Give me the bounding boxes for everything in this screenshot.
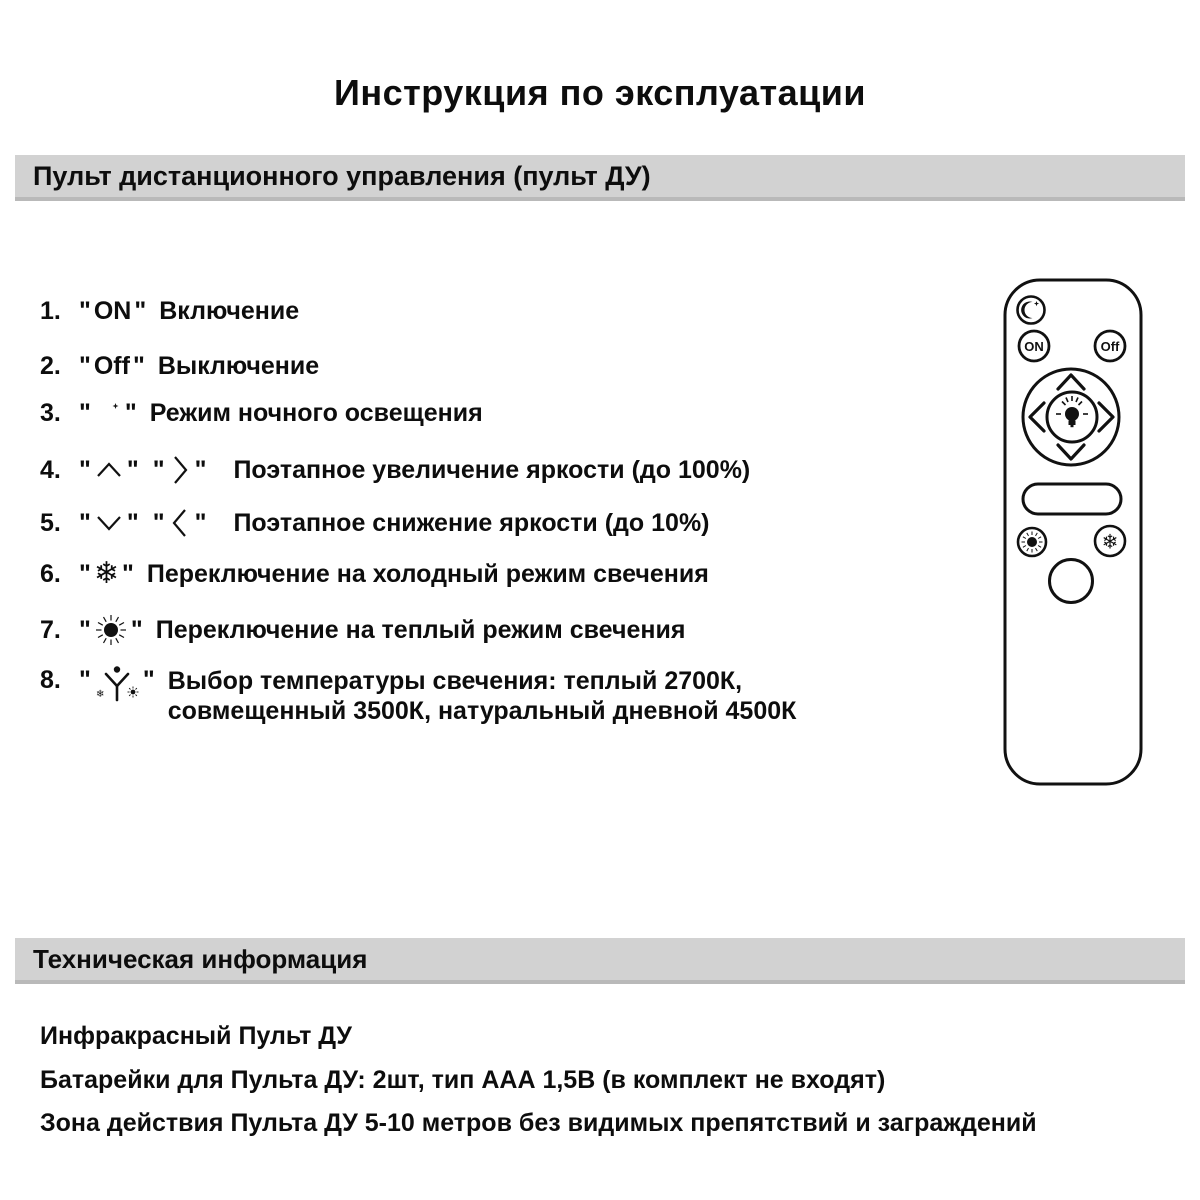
item-number: 1. (40, 297, 61, 325)
quote-mark: " (194, 508, 207, 537)
item-number: 5. (40, 508, 61, 537)
quote-mark: " (152, 508, 165, 537)
quote-mark: " (194, 455, 207, 484)
quote-mark: " (152, 455, 165, 484)
instruction-item-5 (40, 506, 710, 540)
instruction-item-6 (40, 556, 709, 591)
quote-mark: " (79, 508, 91, 537)
tech-info-line-1: Инфракрасный Пульт ДУ (40, 1022, 352, 1050)
svg-text:ON: ON (1024, 339, 1044, 354)
svg-text:Off: Off (1100, 339, 1120, 354)
page-title: Инструкция по эксплуатации (333, 72, 867, 113)
remote-pill-button (1023, 484, 1121, 514)
quote-mark: " (134, 297, 147, 325)
quote-mark: " (132, 352, 145, 380)
instruction-item-7 (40, 613, 685, 647)
quote-mark: " (126, 508, 139, 537)
quote-mark: " (142, 666, 155, 694)
item-number: 6. (40, 559, 61, 588)
remote-warm-mode-button (1018, 528, 1046, 556)
item-number: 2. (40, 352, 61, 380)
section-header-remote (15, 155, 1185, 201)
svg-text:❄: ❄ (95, 689, 105, 700)
quote-mark: " (79, 297, 91, 325)
chevron-left-icon (168, 506, 192, 540)
remote-round-button (1050, 560, 1093, 603)
item-description: Выключение (157, 352, 320, 380)
item-description (168, 666, 797, 726)
item-description: Поэтапное снижение яркости (до 10%) (233, 508, 710, 537)
item-number: 3. (40, 399, 61, 427)
item-description: Переключение на теплый режим свечения (155, 615, 686, 644)
instruction-item-2 (40, 352, 319, 381)
sun-icon (94, 613, 128, 647)
section-header-tech (15, 938, 1185, 984)
color-temperature-selector-icon (94, 662, 140, 708)
item-number: 4. (40, 455, 61, 484)
crescent-moon-icon (94, 400, 122, 428)
quote-mark: " (79, 399, 91, 427)
snowflake-icon: ❄ (93, 556, 119, 591)
chevron-down-icon (94, 511, 124, 535)
quote-mark: " (130, 615, 143, 644)
item-description-line1: Выбор температуры свечения: теплый 2700К, (167, 667, 743, 695)
tech-info-line-2: Батарейки для Пульта ДУ: 2шт, тип ААА 1,5В (в комплект не входят) (40, 1066, 886, 1094)
quote-mark: " (79, 352, 91, 380)
instruction-item-3 (40, 399, 483, 428)
item-description-line2: совмещенный 3500К, натуральный дневной 4500К (167, 697, 797, 725)
item-description: Включение (159, 297, 300, 325)
quote-mark: " (79, 615, 91, 644)
quote-mark: " (126, 455, 139, 484)
section-header-remote-label: Пульт дистанционного управления (пульт ДУ) (33, 160, 651, 191)
item-description: Режим ночного освещения (149, 399, 483, 427)
item-number: 8. (40, 666, 61, 694)
quote-mark: " (79, 666, 91, 694)
quote-mark: " (79, 559, 91, 588)
quote-mark: " (79, 455, 91, 484)
quote-mark: " (124, 399, 137, 427)
chevron-right-icon (168, 453, 192, 487)
item-number: 7. (40, 615, 61, 644)
section-header-tech-label: Техническая информация (33, 943, 368, 974)
button-key-label: Off (93, 352, 130, 380)
tech-info-line-3: Зона действия Пульта ДУ 5-10 метров без видимых препятствий и заграждений (40, 1109, 1037, 1137)
quote-mark: " (122, 559, 134, 588)
item-description: Поэтапное увеличение яркости (до 100%) (233, 455, 751, 484)
item-description: Переключение на холодный режим свечения (146, 559, 709, 588)
chevron-up-icon (94, 458, 124, 482)
svg-text:❄: ❄ (1101, 529, 1119, 554)
button-key-label: ON (93, 297, 132, 325)
remote-control-illustration (1003, 278, 1143, 786)
instruction-item-4 (40, 453, 750, 487)
instruction-item-1 (40, 297, 299, 326)
instruction-item-8 (40, 666, 796, 726)
